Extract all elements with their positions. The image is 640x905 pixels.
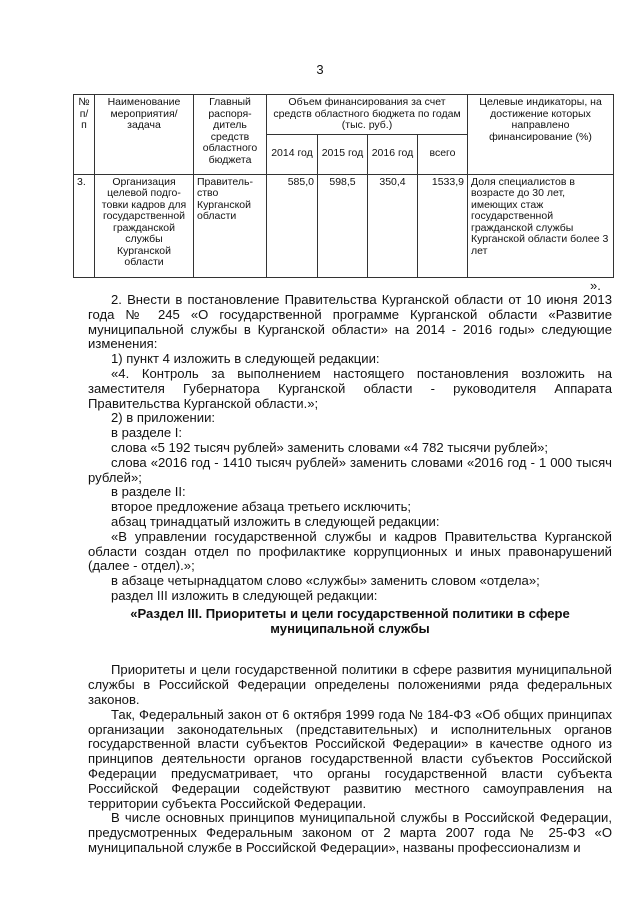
- header-2014: 2014 год: [267, 134, 318, 174]
- header-2016: 2016 год: [368, 134, 418, 174]
- row-2015: 598,5: [318, 174, 368, 277]
- paragraph: в разделе I:: [111, 425, 183, 441]
- funding-table: [73, 94, 614, 278]
- table-row: [74, 174, 614, 277]
- paragraph: «В управлении государственной службы и кадров Правительства Курганской области создан отдел по профилактике коррупционных и иных правонарушений (далее - отдел).»;: [88, 528, 612, 574]
- header-num: № п/п: [74, 95, 95, 175]
- paragraph: в абзаце четырнадцатом слово «службы» заменить словом «отдела»;: [111, 573, 540, 589]
- row-total: 1533,9: [418, 174, 468, 277]
- paragraph: абзац тринадцатый изложить в следующей редакции:: [111, 513, 440, 529]
- row-num: 3.: [74, 174, 95, 277]
- paragraph: 2) в приложении:: [111, 410, 216, 426]
- section-heading: «Раздел III. Приоритеты и цели государственной политики в сфере муниципальной службы: [130, 605, 570, 636]
- paragraph: Так, Федеральный закон от 6 октября 1999 года № 184-ФЗ «Об общих принципах организации законодательных (представительных) и исполнительных органов государственной власти субъектов Российской Федерации» в качестве одного из принципов деятельности органов государственной власти субъектов Российской Федерации предусматривает, что органы государственной власти субъекта Российской Федерации содействуют развитию местного самоуправления на территории субъекта Российской Федерации.: [88, 706, 612, 811]
- paragraph: раздел III изложить в следующей редакции:: [111, 587, 378, 603]
- paragraph: 2. Внести в постановление Правительства Курганской области от 10 июня 2013 года № 245 «О государственной программе Курганской области «Развитие муниципальной службы в Курганской области» на 2014 - 2016 годы» следующие изменения:: [88, 292, 612, 352]
- paragraph: в разделе II:: [111, 484, 186, 500]
- paragraph: 1) пункт 4 изложить в следующей редакции:: [111, 351, 380, 367]
- paragraph: Приоритеты и цели государственной политики в сфере развития муниципальной службы в Российской Федерации определены положениями ряда федеральных законов.: [88, 662, 612, 707]
- paragraph: слова «5 192 тысяч рублей» заменить словами «4 782 тысячи рублей»;: [111, 439, 549, 455]
- paragraph: второе предложение абзаца третьего исключить;: [111, 499, 412, 515]
- row-2014: 585,0: [267, 174, 318, 277]
- paragraph: «4. Контроль за выполнением настоящего постановления возложить на заместителя Губернатора Курганской области - руководителя Аппарата Правительства Курганской области.»;: [88, 365, 612, 411]
- paragraph: слова «2016 год - 1410 тысяч рублей» заменить словами «2016 год - 1 000 тысяч рублей»;: [88, 454, 612, 485]
- header-name: Наименование мероприятия/ задача: [95, 95, 194, 175]
- header-indicators: Целевые индикаторы, на достижение которых направлено финансирование (%): [468, 95, 614, 175]
- header-funding: Объем финансирования за счет средств областного бюджета по годам (тыс. руб.): [267, 95, 468, 135]
- header-admin: Главный распоря- дитель средств областного бюджета: [194, 95, 267, 175]
- row-admin: Правитель- ство Курганской области: [194, 174, 267, 277]
- row-indicator: Доля специалистов в возрасте до 30 лет, имеющих стаж государственной гражданской службы Курганской области более 3 лет: [468, 174, 614, 277]
- closing-quote: ».: [590, 278, 601, 293]
- row-2016: 350,4: [368, 174, 418, 277]
- header-total: всего: [418, 134, 468, 174]
- row-name: Организация целевой подго- товки кадров для государственной гражданской службы Курганской области: [95, 174, 194, 277]
- document-body: [88, 293, 612, 856]
- header-2015: 2015 год: [318, 134, 368, 174]
- page-number: 3: [316, 62, 324, 77]
- paragraph: В числе основных принципов муниципальной службы в Российской Федерации, предусмотренных Федеральным законом от 2 марта 2007 года № 25-ФЗ «О муниципальной службе в Российской Федерации», названы профессионализм и: [88, 810, 612, 855]
